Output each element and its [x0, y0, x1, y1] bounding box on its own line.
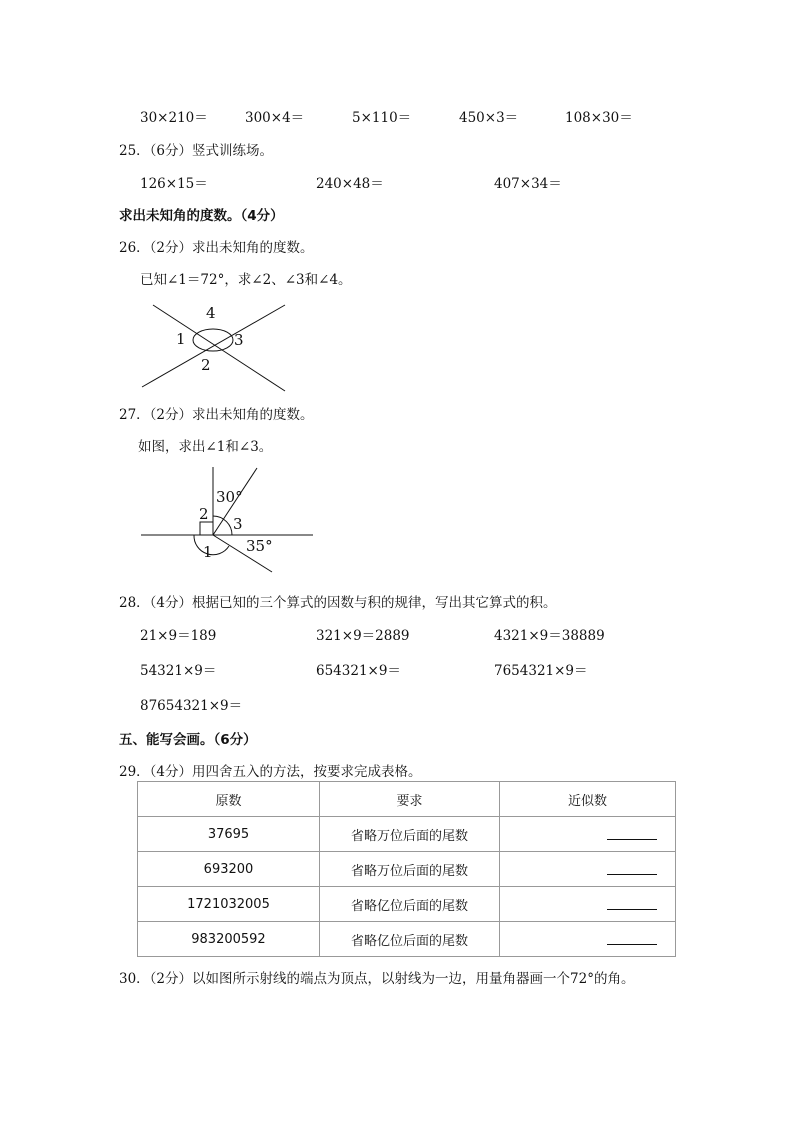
angle-label-2: 2: [201, 356, 211, 374]
answer-blank[interactable]: [607, 930, 657, 945]
table-header: 要求: [320, 782, 500, 817]
table-row: [138, 852, 676, 887]
table-cell: 37695: [138, 817, 320, 852]
angle-35-label: 35°: [246, 537, 273, 555]
angle-30-label: 30°: [216, 488, 243, 506]
table-cell: 省略万位后面的尾数: [320, 817, 500, 852]
table-row: [138, 922, 676, 957]
answer-cell[interactable]: [500, 922, 676, 957]
calc-item: 654321×9＝: [316, 663, 401, 679]
answer-cell[interactable]: [500, 887, 676, 922]
calc-item: 321×9＝2889: [316, 628, 410, 644]
calc-item: 108×30＝: [565, 110, 633, 126]
calc-item: 54321×9＝: [140, 663, 217, 679]
calc-item: 87654321×9＝: [140, 698, 243, 714]
calc-item: 126×15＝: [140, 176, 208, 192]
answer-blank[interactable]: [607, 825, 657, 840]
intersecting-lines-figure: [135, 295, 295, 395]
section-heading: 五、能写会画。（6分）: [119, 732, 257, 748]
calc-item: 5×110＝: [352, 110, 412, 126]
table-cell: 983200592: [138, 922, 320, 957]
rounding-table: [137, 781, 676, 957]
angle-label-2: 2: [199, 505, 209, 523]
angle-label-1: 1: [176, 330, 186, 348]
calc-item: 21×9＝189: [140, 628, 217, 644]
calc-item: 240×48＝: [316, 176, 384, 192]
angle-label-3: 3: [233, 515, 243, 533]
table-cell: 1721032005: [138, 887, 320, 922]
answer-cell[interactable]: [500, 817, 676, 852]
question-title: 26．（2分）求出未知角的度数。: [119, 240, 314, 256]
table-header: 近似数: [500, 782, 676, 817]
table-cell: 693200: [138, 852, 320, 887]
question-desc: 已知∠1＝72°，求∠2、∠3和∠4。: [140, 272, 352, 288]
angle-label-3: 3: [234, 331, 244, 349]
question-desc: 如图，求出∠1和∠3。: [138, 439, 273, 455]
table-header: 原数: [138, 782, 320, 817]
question-title: 25．（6分）竖式训练场。: [119, 143, 274, 159]
question-title: 29．（4分）用四舍五入的方法，按要求完成表格。: [119, 764, 422, 780]
calc-item: 30×210＝: [140, 110, 208, 126]
table-header-row: [138, 782, 676, 817]
answer-blank[interactable]: [607, 895, 657, 910]
section-heading: 求出未知角的度数。（4分）: [119, 208, 284, 224]
answer-blank[interactable]: [607, 860, 657, 875]
table-cell: 省略亿位后面的尾数: [320, 887, 500, 922]
question-title: 27．（2分）求出未知角的度数。: [119, 407, 314, 423]
calc-item: 300×4＝: [245, 110, 305, 126]
answer-cell[interactable]: [500, 852, 676, 887]
calc-item: 450×3＝: [459, 110, 519, 126]
angle-label-4: 4: [206, 304, 216, 322]
calc-item: 7654321×9＝: [494, 663, 588, 679]
angle-label-1: 1: [203, 543, 213, 561]
table-row: [138, 887, 676, 922]
right-angle-figure: [135, 462, 320, 577]
question-title: 28．（4分）根据已知的三个算式的因数与积的规律，写出其它算式的积。: [119, 595, 557, 611]
table-row: [138, 817, 676, 852]
table-cell: 省略万位后面的尾数: [320, 852, 500, 887]
table-cell: 省略亿位后面的尾数: [320, 922, 500, 957]
question-title: 30．（2分）以如图所示射线的端点为顶点，以射线为一边，用量角器画一个72°的角。: [119, 971, 635, 987]
calc-item: 407×34＝: [494, 176, 562, 192]
calc-item: 4321×9＝38889: [494, 628, 605, 644]
